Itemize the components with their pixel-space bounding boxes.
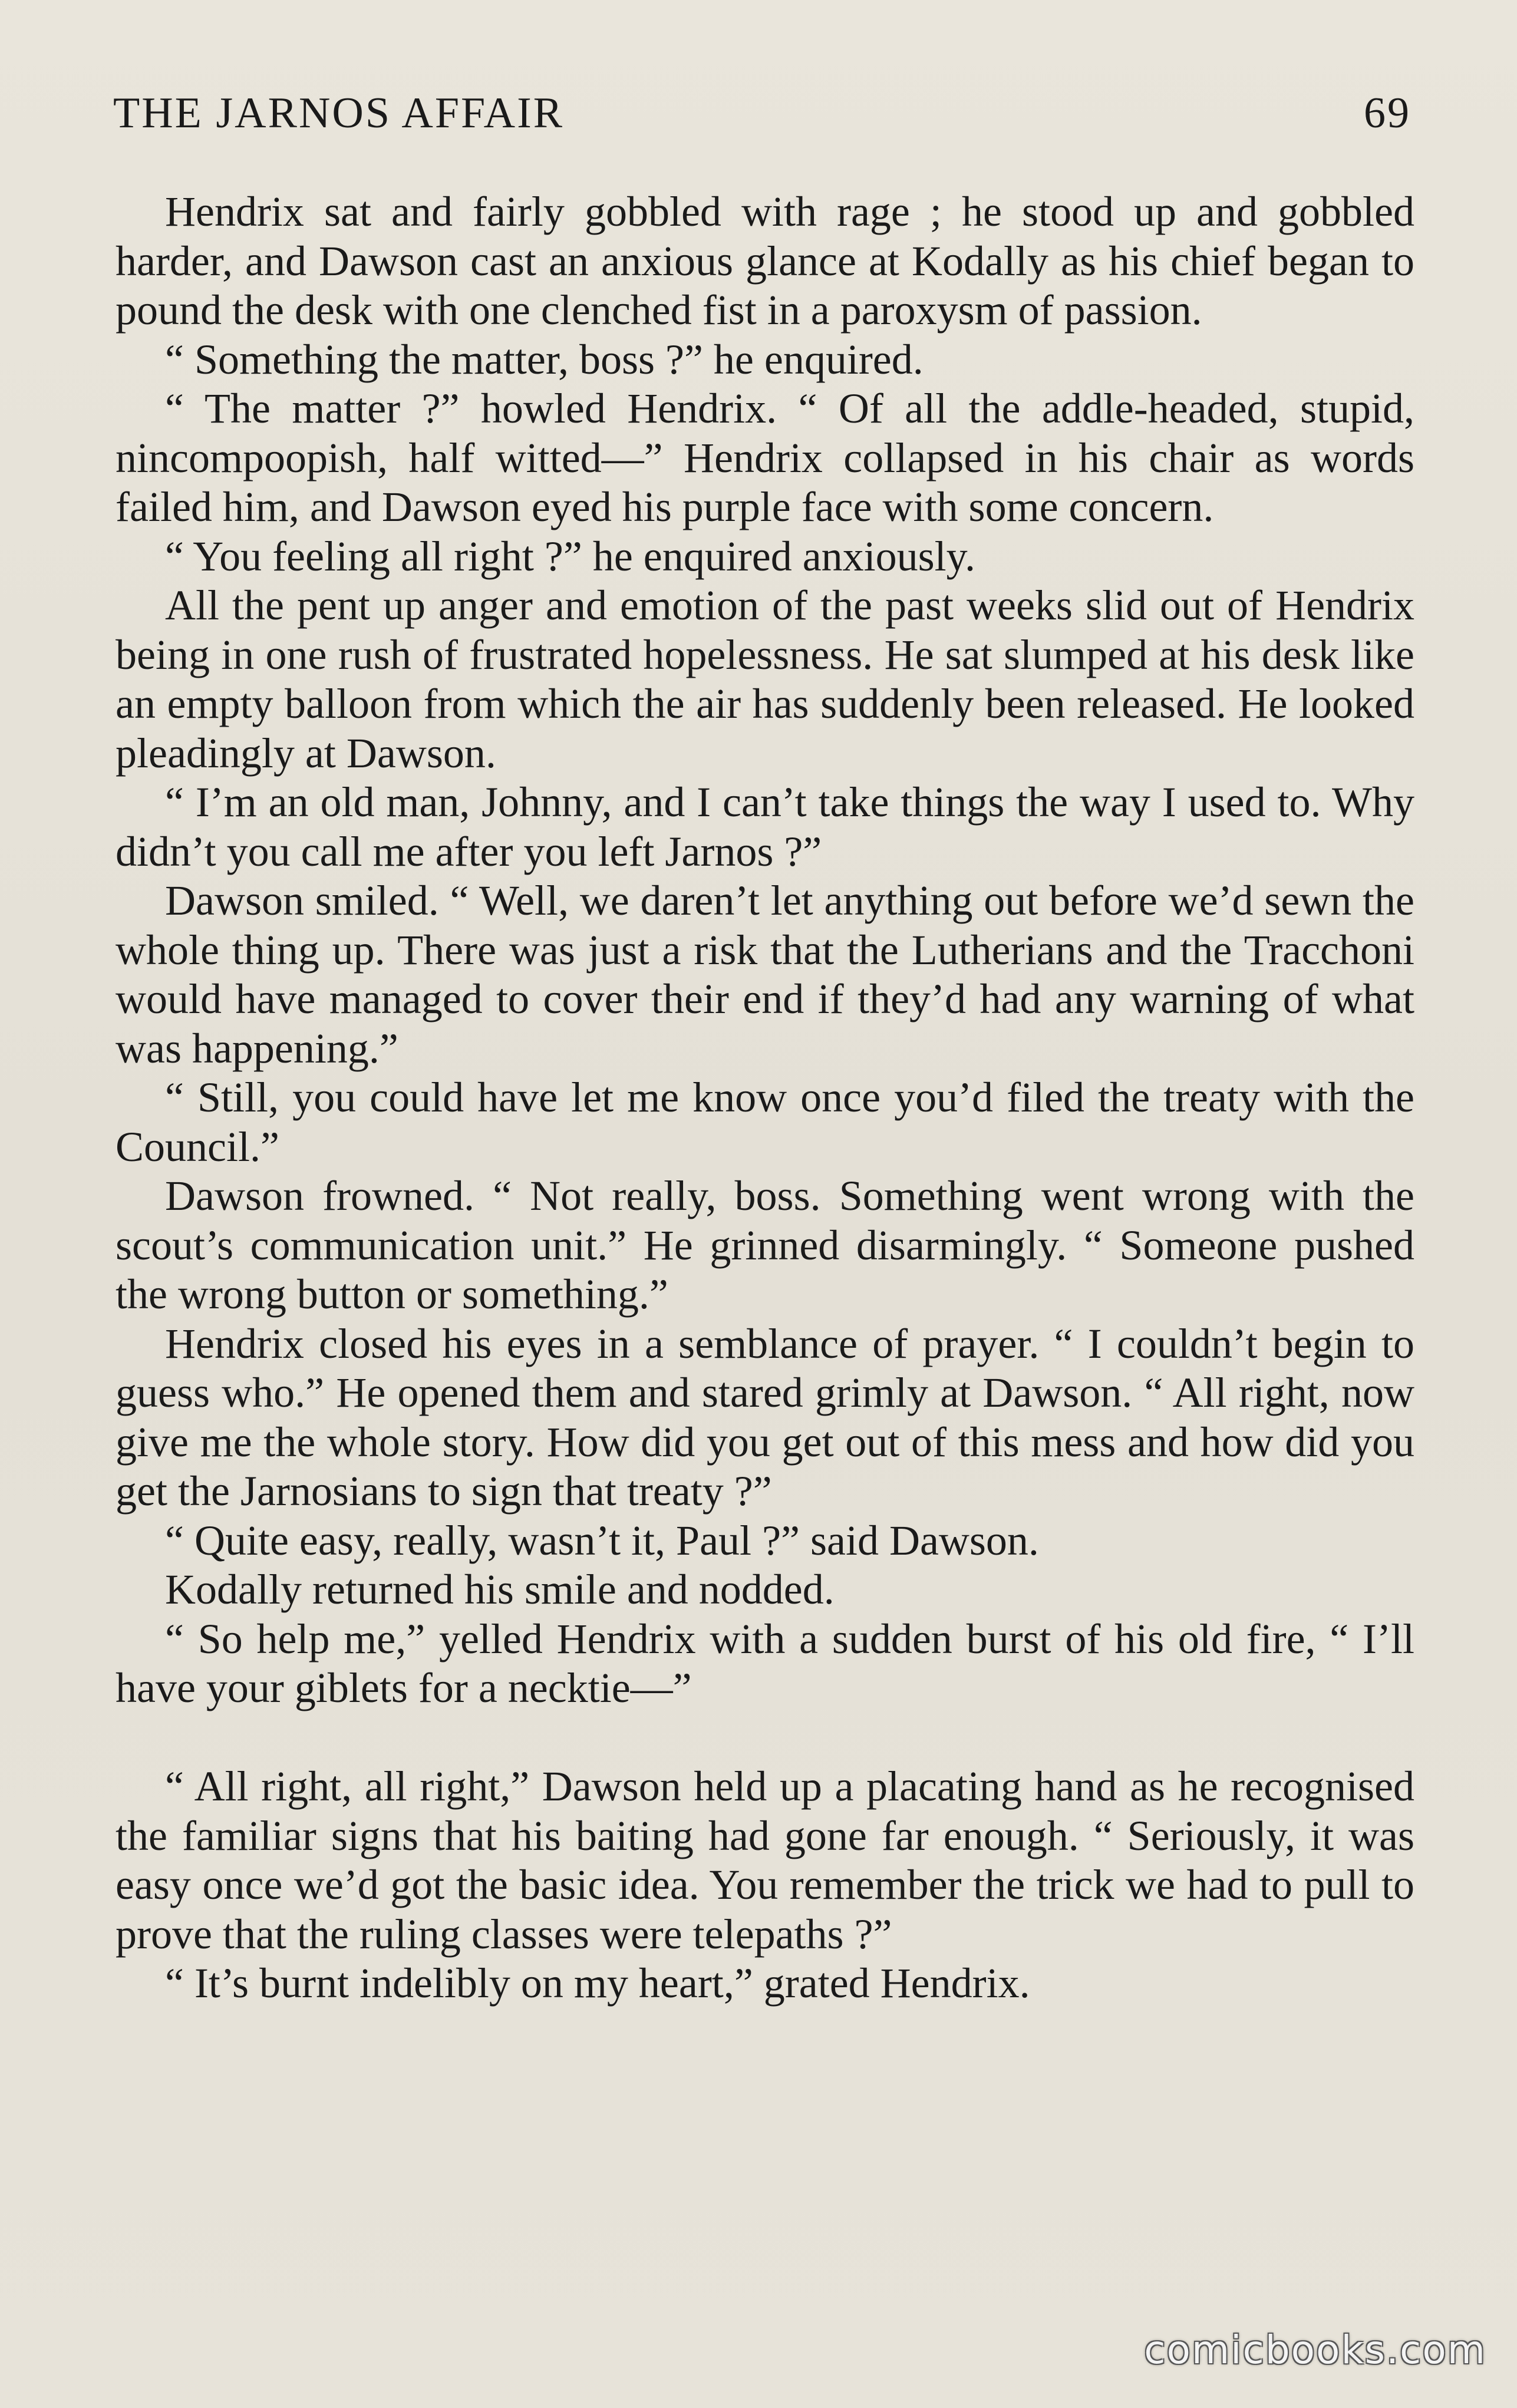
running-title: THE JARNOS AFFAIR — [113, 89, 565, 137]
paragraph: “ All right, all right,” Dawson held up a placating hand as he recognised the familiar signs that his baiting had gone far enough. “ Seriously, it was easy once we’d got the basic idea. You remember the trick we had to pull to prove that the ruling classes were telepaths ?” — [116, 1763, 1414, 1958]
paragraph: Kodally returned his smile and nodded. — [165, 1566, 835, 1613]
paragraph: “ The matter ?” howled Hendrix. “ Of all the addle-headed, stupid, nincompoopish, half witted—” Hendrix collapsed in his chair as words failed him, and Dawson eyed his purple face with some concern. — [116, 385, 1414, 530]
paragraph: “ So help me,” yelled Hendrix with a sudden burst of his old fire, “ I’ll have your giblets for a necktie—” — [116, 1615, 1414, 1711]
watermark-logo: comicbooks.com — [1144, 2327, 1486, 2373]
paragraph: “ It’s burnt indelibly on my heart,” grated Hendrix. — [165, 1960, 1030, 2007]
paragraph: “ I’m an old man, Johnny, and I can’t take things the way I used to. Why didn’t you call me after you left Jarnos ?” — [116, 779, 1414, 875]
page-number: 69 — [1364, 89, 1411, 137]
paragraph: “ Quite easy, really, wasn’t it, Paul ?” said Dawson. — [165, 1516, 1039, 1564]
paragraph: Hendrix closed his eyes in a semblance of prayer. “ I couldn’t begin to guess who.” He opened them and stared grimly at Dawson. “ All right, now give me the whole story. How did you get out of this mess and how did you get the Jarnosians to sign that treaty ?” — [116, 1320, 1414, 1515]
running-head — [113, 88, 1411, 147]
body-text — [116, 187, 1414, 2008]
paragraph: Hendrix sat and fairly gobbled with rage ; he stood up and gobbled harder, and Dawson cast an anxious glance at Kodally as his chief began to pound the desk with one clenched fist in a paroxysm of passion. — [116, 188, 1414, 334]
paragraph: Dawson frowned. “ Not really, boss. Something went wrong with the scout’s communication unit.” He grinned disarmingly. “ Someone pushed the wrong button or something.” — [116, 1172, 1414, 1318]
paragraph: “ Still, you could have let me know once you’d filed the treaty with the Council.” — [116, 1074, 1414, 1170]
paragraph: All the pent up anger and emotion of the past weeks slid out of Hendrix being in one rush of frustrated hopelessness. He sat slumped at his desk like an empty balloon from which the air has suddenly been released. He looked pleadingly at Dawson. — [116, 582, 1414, 777]
paragraph: Dawson smiled. “ Well, we daren’t let anything out before we’d sewn the whole thing up. There was just a risk that the Lutherians and the Tracchoni would have managed to cover their end if they’d had any warning of what was happening.” — [116, 877, 1414, 1072]
paragraph: “ You feeling all right ?” he enquired anxiously. — [165, 532, 975, 580]
paragraph: “ Something the matter, boss ?” he enquired. — [165, 335, 924, 383]
